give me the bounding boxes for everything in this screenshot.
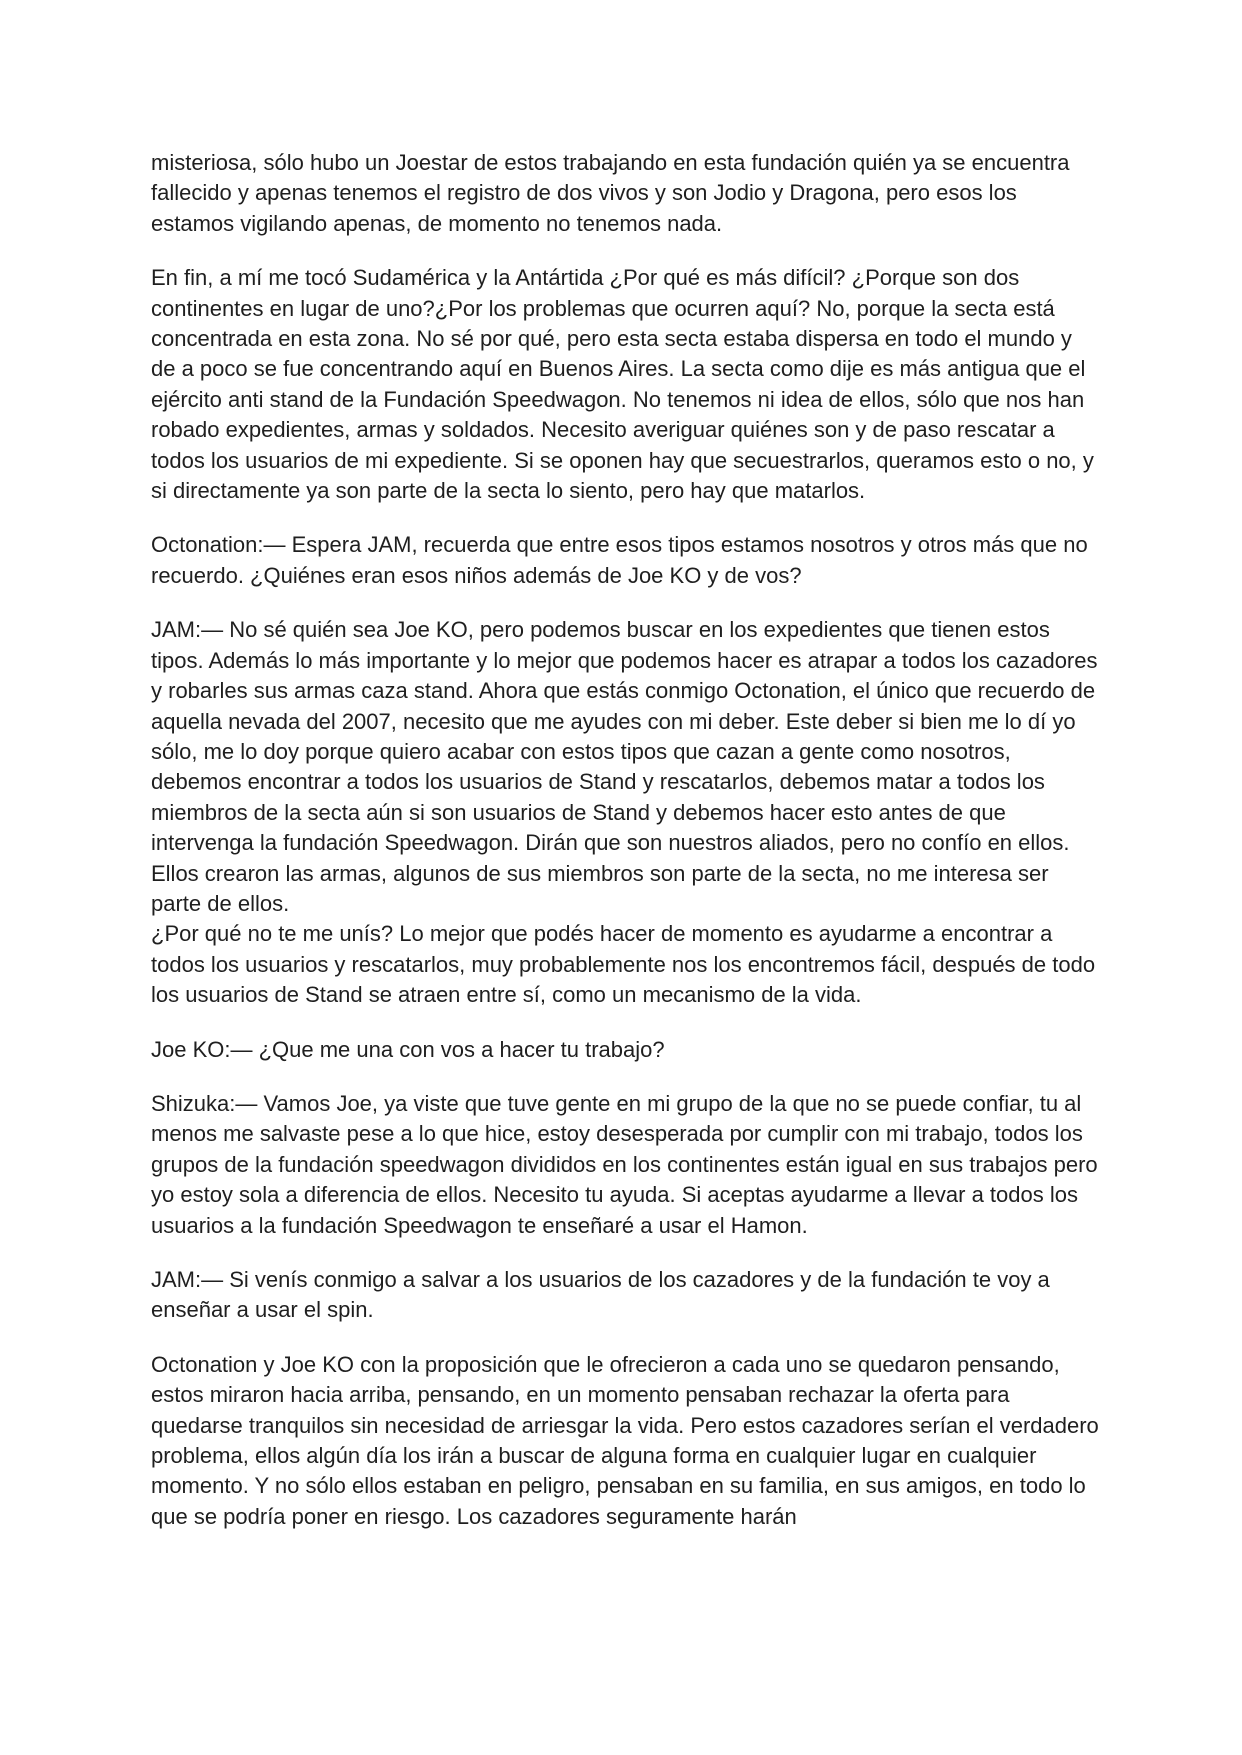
paragraph-narration: Octonation y Joe KO con la proposición que le ofrecieron a cada uno se quedaron pensando, estos miraron hacia arriba, pensando, en un momento pensaban rechazar la oferta para quedarse tranquilos sin necesidad de arriesgar la vida. Pero estos cazadores serían el verdadero problema, ellos algún día los irán a buscar de alguna forma en cualquier lugar en cualquier momento. Y no sólo ellos estaban en peligro, pensaban en su familia, en sus amigos, en todo lo que se podría poner en riesgo. Los cazadores seguramente harán [151,1351,1099,1529]
dialogue-joe-ko: Joe KO:— ¿Que me una con vos a hacer tu trabajo? [151,1036,665,1062]
dialogue-jam-long: JAM:— No sé quién sea Joe KO, pero podemos buscar en los expedientes que tienen estos tipos. Además lo más importante y lo mejor que podemos hacer es atrapar a todos los cazadores y robarles sus armas caza stand. Ahora que estás conmigo Octonation, el único que recuerdo de aquella nevada del 2007, necesito que me ayudes con mi deber. Este deber si bien me lo dí yo sólo, me lo doy porque quiero acabar con estos tipos que cazan a gente como nosotros, debemos encontrar a todos los usuarios de Stand y rescatarlos, debemos matar a todos los miembros de la secta aún si son usuarios de Stand y debemos hacer esto antes de que intervenga la fundación Speedwagon. Dirán que son nuestros aliados, pero no confío en ellos. Ellos crearon las armas, algunos de sus miembros son parte de la secta, no me interesa ser parte de ellos. [151,617,1098,916]
dialogue-jam-spin: JAM:— Si venís conmigo a salvar a los usuarios de los cazadores y de la fundación te voy a enseñar a usar el spin. [151,1267,1050,1323]
dialogue-jam-invitation: ¿Por qué no te me unís? Lo mejor que podés hacer de momento es ayudarme a encontrar a todos los usuarios y rescatarlos, muy probablemente nos los encontremos fácil, después de todo los usuarios de Stand se atraen entre sí, como un mecanismo de la vida. [151,921,1096,1008]
dialogue-octonation: Octonation:— Espera JAM, recuerda que entre esos tipos estamos nosotros y otros más que no recuerdo. ¿Quiénes eran esos niños además de Joe KO y de vos? [151,532,1088,588]
paragraph-sudamerica: En fin, a mí me tocó Sudamérica y la Antártida ¿Por qué es más difícil? ¿Porque son dos continentes en lugar de uno?¿Por los problemas que ocurren aquí? No, porque la secta está concentrada en esta zona. No sé por qué, pero esta secta estaba dispersa en todo el mundo y de a poco se fue concentrando aquí en Buenos Aires. La secta como dije es más antigua que el ejército anti stand de la Fundación Speedwagon. No tenemos ni idea de ellos, sólo que nos han robado expedientes, armas y soldados. Necesito averiguar quiénes son y de paso rescatar a todos los usuarios de mi expediente. Si se oponen hay que secuestrarlos, queramos esto o no, y si directamente ya son parte de la secta lo siento, pero hay que matarlos. [151,265,1094,504]
paragraph-intro-continuation: misteriosa, sólo hubo un Joestar de estos trabajando en esta fundación quién ya se encuentra fallecido y apenas tenemos el registro de dos vivos y son Jodio y Dragona, pero esos los estamos vigilando apenas, de momento no tenemos nada. [151,150,1070,236]
document-body [151,148,1101,1556]
dialogue-shizuka: Shizuka:— Vamos Joe, ya viste que tuve gente en mi grupo de la que no se puede confiar, tu al menos me salvaste pese a lo que hice, estoy desesperada por cumplir con mi trabajo, todos los grupos de la fundación speedwagon divididos en los continentes están igual en sus trabajos pero yo estoy sola a diferencia de ellos. Necesito tu ayuda. Si aceptas ayudarme a llevar a todos los usuarios a la fundación Speedwagon te enseñaré a usar el Hamon. [151,1090,1098,1238]
